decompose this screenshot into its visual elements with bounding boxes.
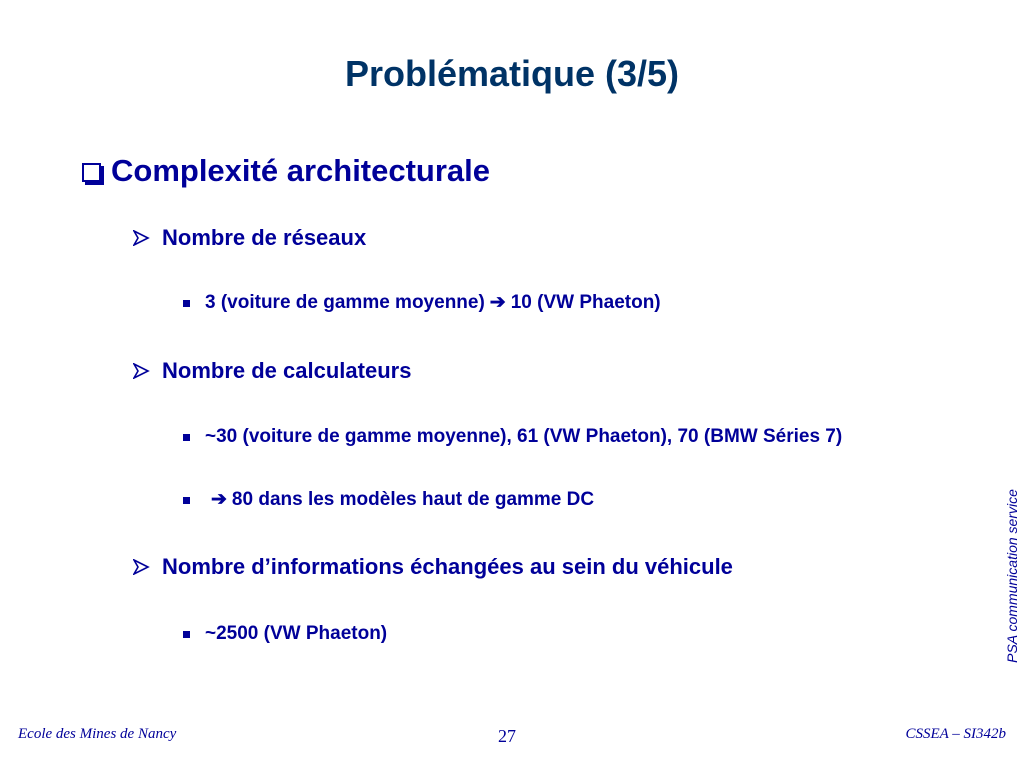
page-number: 27 — [498, 726, 516, 746]
heading-complexite — [82, 150, 490, 192]
section-text: Nombre d’informations échangées au sein du véhicule — [162, 554, 733, 579]
item-text-before: ~30 (voiture de gamme moyenne), 61 (VW Phaeton), 70 (BMW Séries 7) — [205, 426, 843, 447]
section-text: Nombre de calculateurs — [162, 358, 412, 383]
section-calculateurs — [133, 356, 411, 386]
right-arrow-icon: ➔ — [211, 489, 227, 510]
square-bullet-icon — [183, 631, 190, 638]
item-text-after: 80 dans les modèles haut de gamme DC — [231, 489, 595, 510]
list-item — [183, 487, 594, 513]
square-bullet-icon — [183, 434, 190, 441]
section-reseaux — [133, 223, 366, 253]
square-bullet-icon — [183, 497, 190, 504]
square-bullet-icon — [183, 300, 190, 307]
item-text-before: ~2500 (VW Phaeton) — [205, 623, 388, 644]
slide-title: Problématique (3/5) — [344, 53, 680, 94]
list-item — [183, 621, 387, 647]
list-item — [183, 290, 661, 316]
right-arrow-icon: ➔ — [489, 292, 506, 313]
list-item — [183, 424, 842, 450]
section-text: Nombre de réseaux — [162, 225, 367, 250]
sidebar — [1000, 470, 1022, 682]
footer-school: Ecole des Mines de Nancy — [18, 726, 177, 742]
item-text-before: 3 (voiture de gamme moyenne) — [205, 292, 485, 313]
item-text-after: 10 (VW Phaeton) — [510, 292, 661, 313]
sidebar-text: PSA communication service — [1004, 489, 1020, 663]
section-informations — [133, 552, 733, 582]
arrowhead-icon — [133, 230, 150, 246]
arrowhead-icon — [133, 559, 150, 575]
arrowhead-icon — [133, 363, 150, 379]
hollow-square-icon — [82, 163, 101, 182]
footer-course: CSSEA – SI342b — [905, 726, 1006, 742]
heading-text: Complexité architecturale — [111, 153, 491, 188]
